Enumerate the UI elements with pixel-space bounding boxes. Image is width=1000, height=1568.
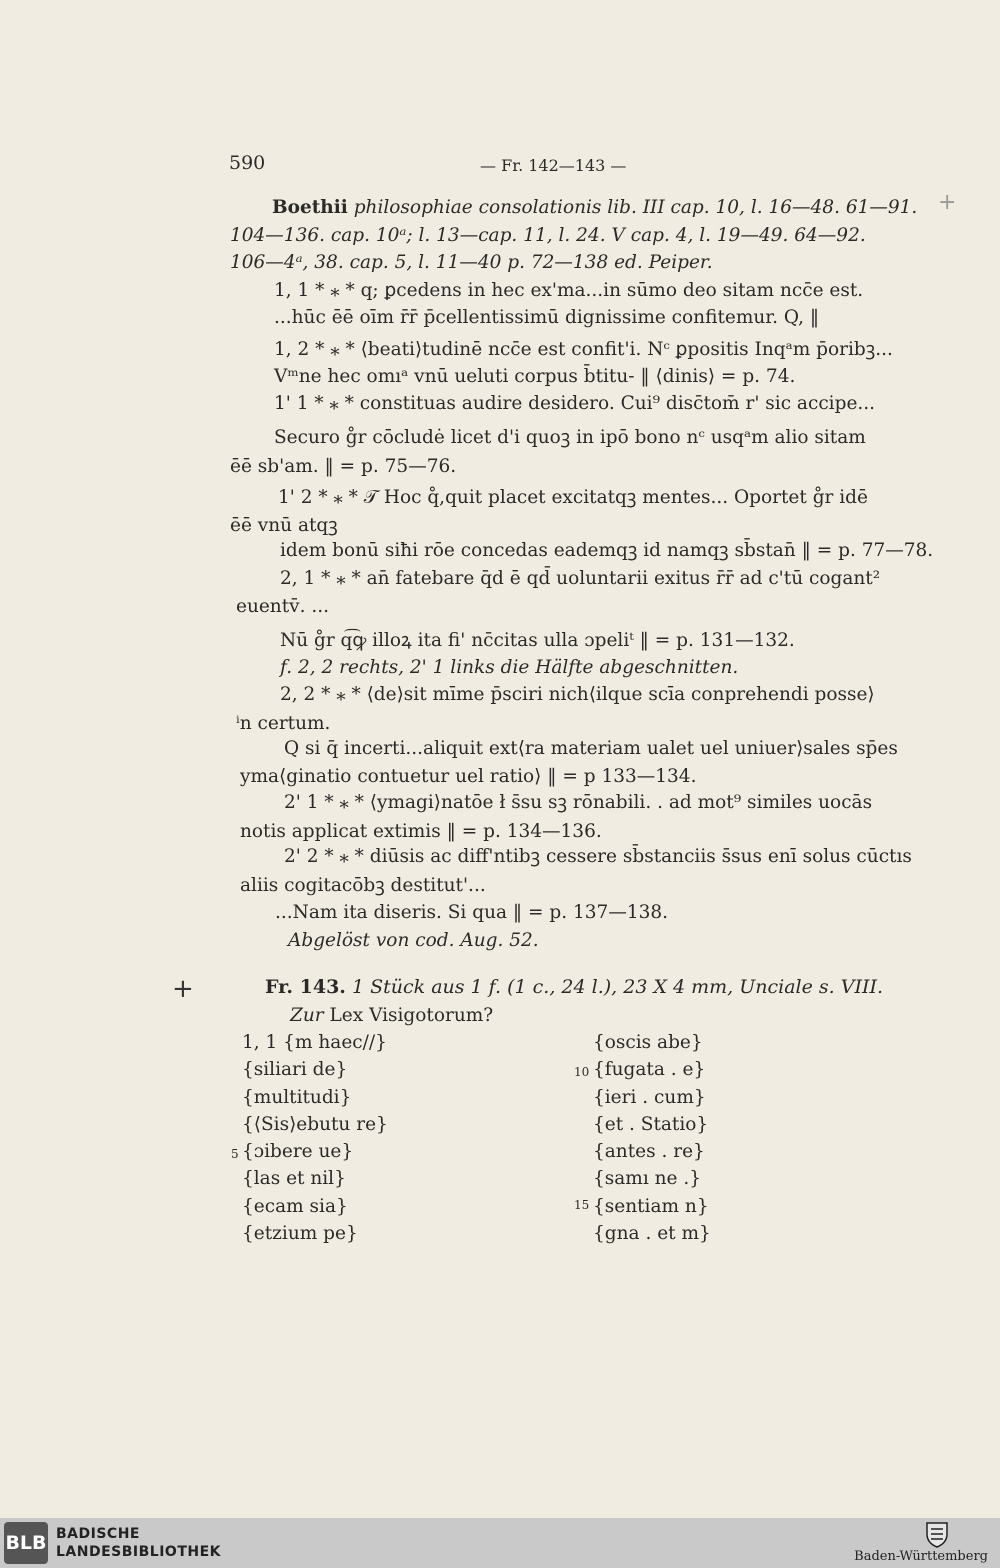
margin-cross-mark: + xyxy=(938,190,957,215)
column-line: {sentiam n} xyxy=(593,1195,709,1217)
work-title: philosophiae consolationis lib. III cap. 10, l. 16—48. 61—91. xyxy=(353,197,918,218)
column-line: {las et nil} xyxy=(242,1168,346,1190)
transcription-line: 1, 2 * ⁎ * ⟨beati⟩tudinē ncc̄e est confit'i. Nᶜ ꝑpositis Inqᵃm p̄oribꝫ... xyxy=(274,339,893,360)
institution-name-line-2: LANDESBIBLIOTHEK xyxy=(56,1544,222,1560)
column-line: {oscis abe} xyxy=(593,1032,703,1053)
fragment-number: Fr. 143. xyxy=(265,976,346,998)
transcription-line: 1' 2 * ⁎ * 𝒯 Hoc q̊,quit placet excitatqꝫ mentes... Oportet g̊r idē xyxy=(278,487,868,508)
column-line: {⟨Sis⟩ebutu re} xyxy=(242,1113,388,1135)
fr142-title-line-1 xyxy=(272,196,917,220)
institution-name-line-1: BADISCHE xyxy=(56,1526,140,1542)
fr143-heading xyxy=(265,975,883,999)
column-line: {ecam sia} xyxy=(242,1195,348,1217)
page-number: 590 xyxy=(229,152,266,174)
column-line: {gna . et m} xyxy=(593,1223,711,1245)
column-line: {samı ne .} xyxy=(593,1168,702,1190)
transcription-line: euentv̄. ... xyxy=(236,596,330,617)
transcription-line: Q si q̄ incerti...aliquit ext⟨ra materiam ualet uel uniuer⟩sales sp̄es xyxy=(284,738,898,759)
transcription-line: ēē sb'am. ‖ = p. 75—76. xyxy=(230,456,457,477)
transcription-line: 2' 1 * ⁎ * ⟨ymagi⟩natōe ł s̄su sꝫ rōnabili. . ad mot⁹ similes uocās xyxy=(284,792,873,813)
fr143-subheading xyxy=(290,1004,493,1028)
fragment-description: 1 Stück aus 1 f. (1 c., 24 l.), 23 X 4 mm, Unciale s. VIII. xyxy=(351,976,884,998)
transcription-line: 2' 2 * ⁎ * diūsis ac diff'ntibꝫ cessere sb̄stanciis s̄sus enī solus cūctıs xyxy=(284,846,912,867)
column-line: {et . Statio} xyxy=(593,1113,709,1135)
fr143-left-column xyxy=(242,1029,388,1247)
transcription-line: aliis cogitacōbꝫ destitut'... xyxy=(240,875,486,896)
transcription-line: ⁱn certum. xyxy=(236,713,331,734)
fr142-title-line-2: 104—136. cap. 10ᵃ; l. 13—cap. 11, l. 24. V cap. 4, l. 19—49. 64—92. xyxy=(230,225,866,246)
subheading-text: Lex Visigotorum? xyxy=(329,1005,494,1026)
column-line: {fugata . e} xyxy=(593,1059,706,1081)
column-line: {ɔibere ue} xyxy=(242,1141,354,1163)
transcription-line: idem bonū siħi rōe concedas eademqꝫ id namqꝫ sb̄stan̄ ‖ = p. 77—78. xyxy=(280,540,934,561)
transcription-line: ...hūc ēē oīm r̄r̄ p̄cellentissimū dignissime confitemur. Q, ‖ xyxy=(274,307,820,328)
provenance-note: Abgelöst von cod. Aug. 52. xyxy=(288,930,539,951)
transcription-line: Vᵐne hec omıᵃ vnū ueluti corpus b̄titu- ‖ ⟨dinis⟩ = p. 74. xyxy=(274,366,796,387)
fr143-right-column xyxy=(593,1029,711,1247)
line-number: 5 xyxy=(231,1147,239,1161)
transcription-line: 2, 1 * ⁎ * an̄ fatebare q̄d ē qd̄ uoluntarii exitus r̄r̄ ad c'tū cogant² xyxy=(280,568,881,589)
transcription-line: ēē vnū atqꝫ xyxy=(230,515,338,536)
blb-logo: BLB xyxy=(4,1522,48,1564)
editorial-note: f. 2, 2 rechts, 2' 1 links die Hälfte abgeschnitten. xyxy=(280,657,739,678)
running-title: — Fr. 142—143 — xyxy=(480,156,627,175)
transcription-line: Securo g̊r cōcludė licet d'i quoꝫ in ipō bono nᶜ usqᵃm alio sitam xyxy=(274,427,866,448)
column-line: {etzium pe} xyxy=(242,1223,358,1245)
subheading-prefix: Zur xyxy=(290,1005,324,1026)
transcription-line: 1' 1 * ⁎ * constituas audire desidero. Cui⁹ disc̄tom̄ r' sic accipe... xyxy=(274,393,876,414)
column-line: 1, 1 {m haec//} xyxy=(242,1032,387,1053)
state-name: Baden-Württemberg xyxy=(854,1549,988,1564)
margin-cross-mark: + xyxy=(172,974,194,1004)
library-footer-bar xyxy=(0,1518,1000,1568)
column-line: {ieri . cum} xyxy=(593,1086,706,1108)
column-line: {antes . re} xyxy=(593,1141,705,1163)
transcription-line: notis applicat extimis ‖ = p. 134—136. xyxy=(240,821,602,842)
transcription-line: 1, 1 * ⁎ * q; ꝑcedens in hec ex'ma...in sūmo deo sitam ncc̄e est. xyxy=(274,280,864,301)
fr142-title-line-3: 106—4ᵃ, 38. cap. 5, l. 11—40 p. 72—138 ed. Peiper. xyxy=(230,252,713,273)
line-number: 15 xyxy=(574,1198,590,1212)
author-name: Boethii xyxy=(272,197,348,218)
transcription-line: Nū g̊r q͡ꝙ illoꝝ ita fi' nc̄citas ulla ɔpeliᵗ ‖ = p. 131—132. xyxy=(280,630,795,651)
column-line: {multitudi} xyxy=(242,1086,352,1108)
transcription-line: 2, 2 * ⁎ * ⟨de⟩sit mīme p̄sciri nich⟨ilque scīa conprehendi posse⟩ xyxy=(280,684,875,705)
transcription-line: ...Nam ita diseris. Si qua ‖ = p. 137—138. xyxy=(275,902,669,923)
coat-of-arms-icon xyxy=(924,1520,950,1548)
line-number: 10 xyxy=(574,1065,590,1079)
transcription-line: yma⟨ginatio contuetur uel ratio⟩ ‖ = p 133—134. xyxy=(240,766,697,787)
column-line: {siliari de} xyxy=(242,1059,348,1081)
